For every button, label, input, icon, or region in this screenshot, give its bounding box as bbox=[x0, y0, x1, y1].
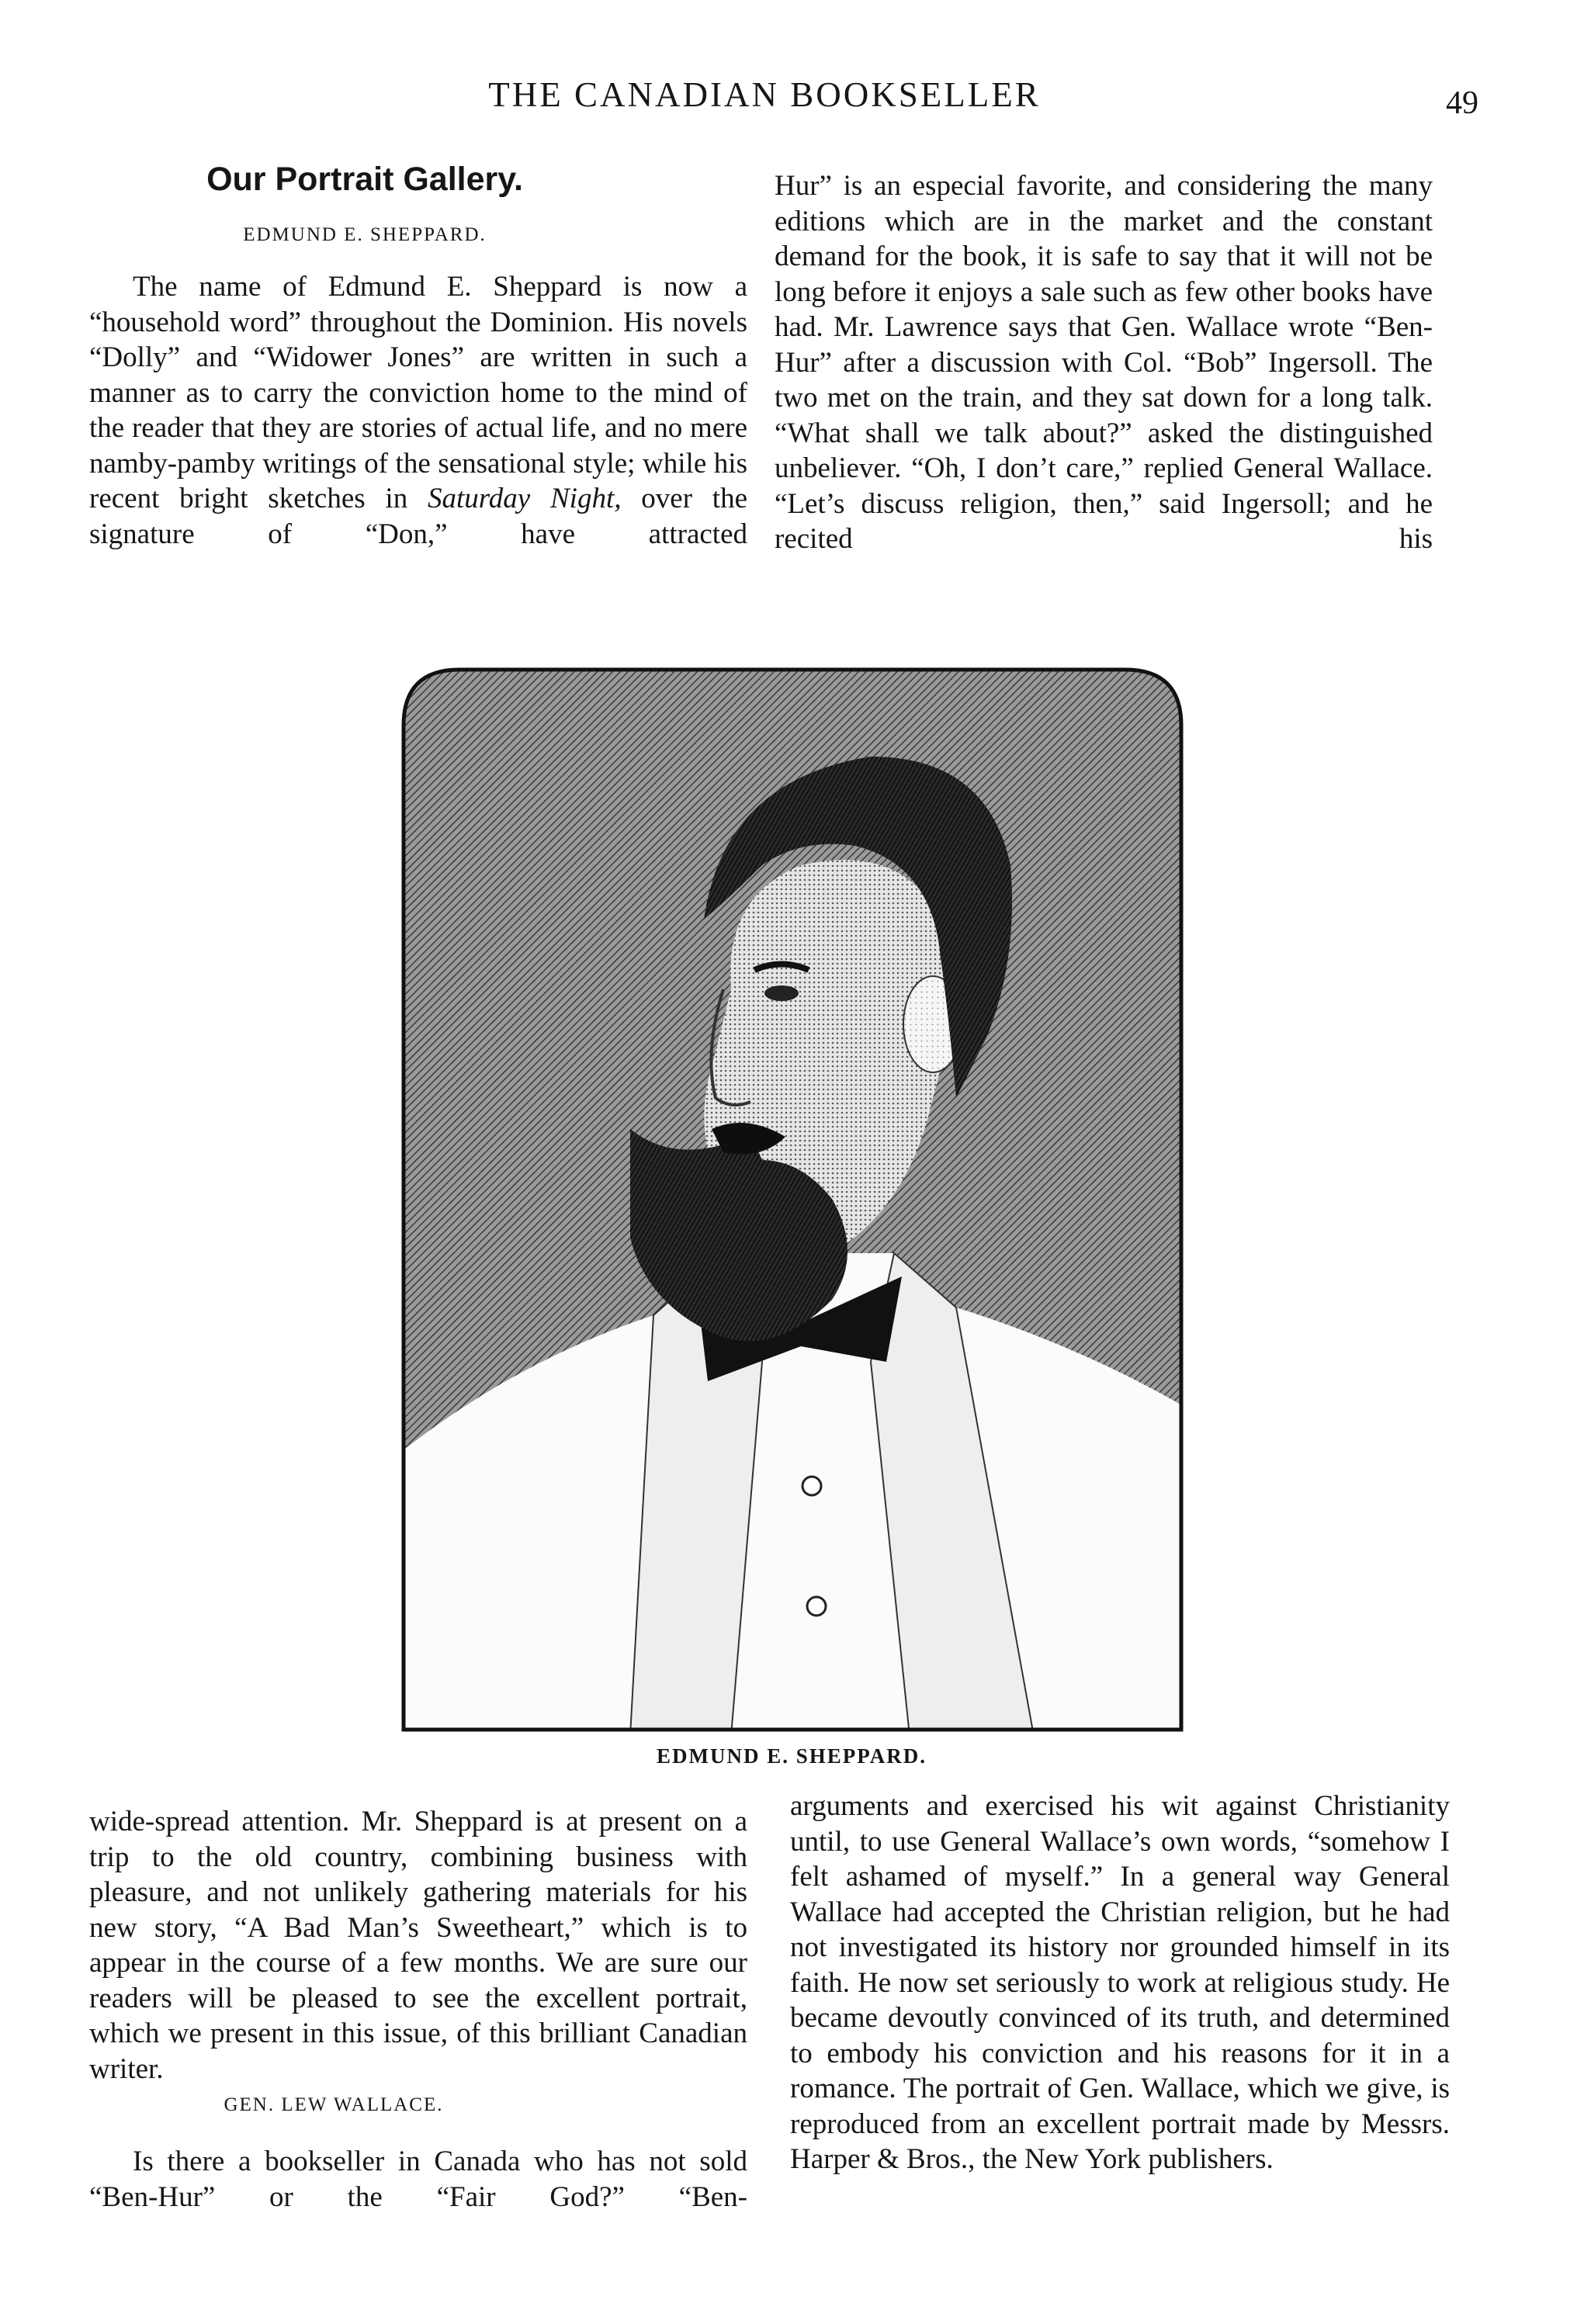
left-paragraph-1-text-b: over the signature of “Don,” have attracted bbox=[89, 483, 748, 550]
right-paragraph-2 bbox=[790, 1789, 1450, 2177]
right-paragraph-1-text: Hur” is an especial favorite, and considering the many editions which are in the market and the constant demand for the book, it is safe to say that it will not be long before it enjoys a sale such as few other books have had. Mr. Lawrence says that Gen. Wallace wrote “Ben-Hur” after a discussion with Col. “Bob” Ingersoll. The two met on the train, and they sat down for a long talk. “What shall we talk about?” asked the distinguished unbeliever. “Oh, I don’t care,” replied General Wallace. “Let’s discuss religion, then,” said Ingersoll; and he recited his bbox=[775, 170, 1433, 555]
right-paragraph-2-text: arguments and exercised his wit against Christianity until, to use General Wallace’s own words, “somehow I felt ashamed of myself.” In a general way General Wallace had accepted the Christian religion, but he had not investigated its history nor grounded himself in its faith. He now set seriously to work at religious study. He became devoutly convinced of its truth, and determined to embody his conviction and his reasons for it in a romance. The portrait of Gen. Wallace, which we give, is reproduced from an excellent portrait made by Messrs. Harper & Bros., the New York publishers. bbox=[790, 1790, 1450, 2175]
left-paragraph-3-text: Is there a bookseller in Canada who has not sold “Ben-Hur” or the “Fair God?” “Ben- bbox=[89, 2146, 747, 2213]
section-title: Our Portrait Gallery. bbox=[206, 161, 523, 198]
left-paragraph-3 bbox=[89, 2144, 747, 2215]
left-paragraph-1-text-a: The name of Edmund E. Sheppard is now a “household word” throughout the Dominion. His novels “Dolly” and “Widower Jones” are written in such a manner as to carry the conviction home to the mind of the reader that they are stories of actual life, and no mere namby-pamby writings of the sensational style; while his recent bright sketches in bbox=[89, 271, 747, 514]
right-paragraph-1 bbox=[775, 168, 1433, 557]
page-number: 49 bbox=[1446, 85, 1478, 121]
left-paragraph-1-text bbox=[89, 269, 747, 552]
saturday-night-italic: Saturday Night, bbox=[428, 483, 622, 514]
portrait-caption: EDMUND E. SHEPPARD. bbox=[657, 1744, 927, 1768]
running-head: THE CANADIAN BOOKSELLER bbox=[488, 75, 1041, 114]
left-paragraph-2 bbox=[89, 1804, 747, 2087]
left-paragraph-2-text: wide-spread attention. Mr. Sheppard is at present on a trip to the old country, combining business with pleasure, and not unlikely gathering materials for his new story, “A Bad Man’s Sweetheart,” which is to appear in the course of a few months. We are sure our readers will be pleased to see the excellent portrait, which we present in this issue, of this brilliant Canadian writer. bbox=[89, 1806, 747, 2085]
left-paragraph-1 bbox=[89, 269, 747, 552]
subhead-sheppard: EDMUND E. SHEPPARD. bbox=[243, 224, 487, 245]
subhead-wallace: GEN. LEW WALLACE. bbox=[224, 2094, 444, 2115]
portrait-engraving bbox=[397, 663, 1187, 1736]
